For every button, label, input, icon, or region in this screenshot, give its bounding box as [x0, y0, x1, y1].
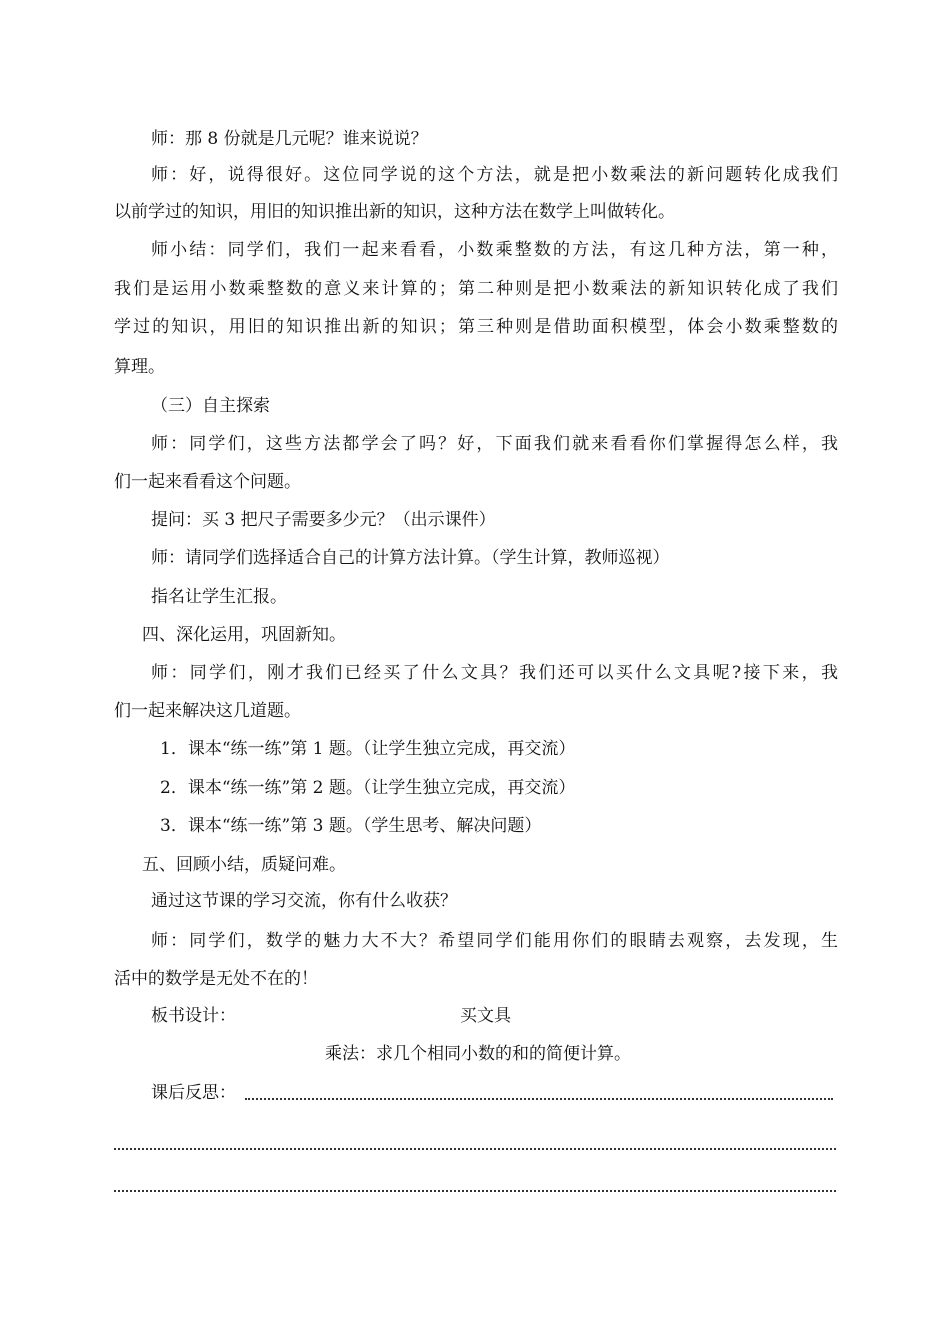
- section-heading: （三）自主探索: [151, 396, 270, 416]
- text-line: 指名让学生汇报。: [151, 587, 287, 607]
- text-line: 活中的数学是无处不在的！: [114, 969, 318, 989]
- board-design-title: 买文具: [460, 1006, 511, 1026]
- text-line: 算理。: [114, 357, 165, 377]
- text-line: 学过的知识，用旧的知识推出新的知识；第三种则是借助面积模型，体会小数乘整数的: [114, 317, 838, 337]
- text-line: 师：同学们，这些方法都学会了吗？好，下面我们就来看看你们掌握得怎么样，我: [151, 434, 838, 454]
- reflection-line: [114, 1148, 836, 1150]
- text-line: 师：同学们，数学的魅力大不大？希望同学们能用你们的眼睛去观察，去发现，生: [151, 931, 838, 951]
- text-line: 师：同学们，刚才我们已经买了什么文具？我们还可以买什么文具呢?接下来，我: [151, 663, 838, 683]
- board-design-label: 板书设计：: [151, 1006, 236, 1026]
- reflection-line: [245, 1098, 833, 1100]
- list-item: 3．课本“练一练”第 3 题。（学生思考、解决问题）: [160, 816, 542, 836]
- text-line: 们一起来解决这几道题。: [114, 701, 301, 721]
- list-item: 2．课本“练一练”第 2 题。（让学生独立完成，再交流）: [160, 778, 576, 798]
- section-heading: 四、深化运用，巩固新知。: [142, 625, 346, 645]
- text-line: 以前学过的知识，用旧的知识推出新的知识，这种方法在数学上叫做转化。: [114, 202, 675, 222]
- list-item: 1．课本“练一练”第 1 题。（让学生独立完成，再交流）: [160, 739, 576, 759]
- text-line: 师小结：同学们，我们一起来看看，小数乘整数的方法，有这几种方法，第一种，: [151, 240, 838, 260]
- text-line: 师：好，说得很好。这位同学说的这个方法，就是把小数乘法的新问题转化成我们: [151, 165, 838, 185]
- reflection-line: [114, 1190, 836, 1192]
- board-design-content: 乘法：求几个相同小数的和的简便计算。: [325, 1044, 631, 1064]
- text-line: 师：请同学们选择适合自己的计算方法计算。（学生计算，教师巡视）: [151, 548, 670, 568]
- section-heading: 五、回顾小结，质疑问难。: [142, 855, 346, 875]
- text-line: 们一起来看看这个问题。: [114, 472, 301, 492]
- reflection-label: 课后反思：: [151, 1083, 236, 1103]
- text-line: 师：那 8 份就是几元呢？谁来说说？: [151, 129, 428, 149]
- text-line: 通过这节课的学习交流，你有什么收获？: [151, 891, 457, 911]
- text-line: 我们是运用小数乘整数的意义来计算的；第二种则是把小数乘法的新知识转化成了我们: [114, 279, 838, 299]
- text-line: 提问：买 3 把尺子需要多少元？（出示课件）: [151, 510, 496, 530]
